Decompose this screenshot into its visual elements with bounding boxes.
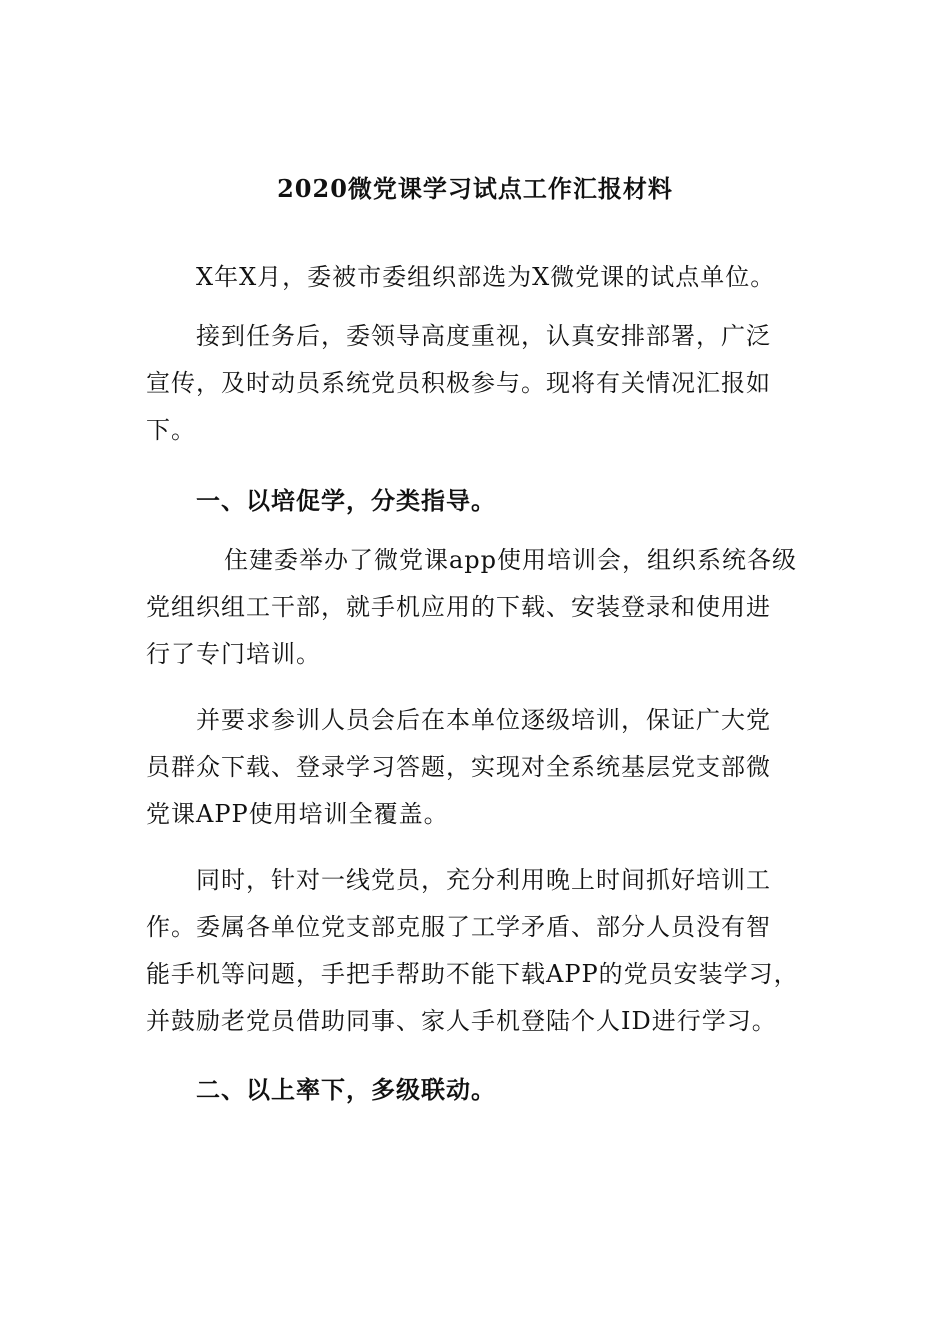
paragraph-line: 并要求参训人员会后在本单位逐级培训，保证广大党 bbox=[196, 706, 771, 734]
paragraph-intro bbox=[146, 254, 806, 301]
paragraph-line: 下。 bbox=[146, 416, 196, 444]
paragraph-requirement bbox=[146, 697, 806, 838]
paragraph-line: 党组织组工干部，就手机应用的下载、安装登录和使用进 bbox=[146, 593, 771, 621]
paragraph-line: 同时，针对一线党员，充分利用晚上时间抓好培训工 bbox=[196, 866, 771, 894]
paragraph-line: 宣传，及时动员系统党员积极参与。现将有关情况汇报如 bbox=[146, 369, 771, 397]
paragraph-task bbox=[146, 313, 806, 454]
paragraph-training bbox=[146, 537, 806, 678]
paragraph-line: 住建委举办了微党课app使用培训会，组织系统各级 bbox=[224, 546, 798, 574]
document-title: 2020微党课学习试点工作汇报材料 bbox=[277, 174, 673, 203]
section-heading-2: 二、以上率下，多级联动。 bbox=[196, 1075, 496, 1104]
section-heading-1: 一、以培促学，分类指导。 bbox=[196, 486, 496, 515]
paragraph-line: 行了专门培训。 bbox=[146, 640, 321, 668]
paragraph-line: 员群众下载、登录学习答题，实现对全系统基层党支部微 bbox=[146, 753, 771, 781]
paragraph-line: X年X月，委被市委组织部选为X微党课的试点单位。 bbox=[196, 263, 776, 291]
paragraph-line: 并鼓励老党员借助同事、家人手机登陆个人ID进行学习。 bbox=[146, 1007, 777, 1035]
paragraph-line: 作。委属各单位党支部克服了工学矛盾、部分人员没有智 bbox=[146, 913, 771, 941]
paragraph-line: 能手机等问题，手把手帮助不能下载APP的党员安装学习， bbox=[146, 960, 799, 988]
paragraph-line: 党课APP使用培训全覆盖。 bbox=[146, 800, 449, 828]
paragraph-frontline bbox=[146, 857, 806, 1045]
paragraph-line: 接到任务后，委领导高度重视，认真安排部署，广泛 bbox=[196, 322, 771, 350]
